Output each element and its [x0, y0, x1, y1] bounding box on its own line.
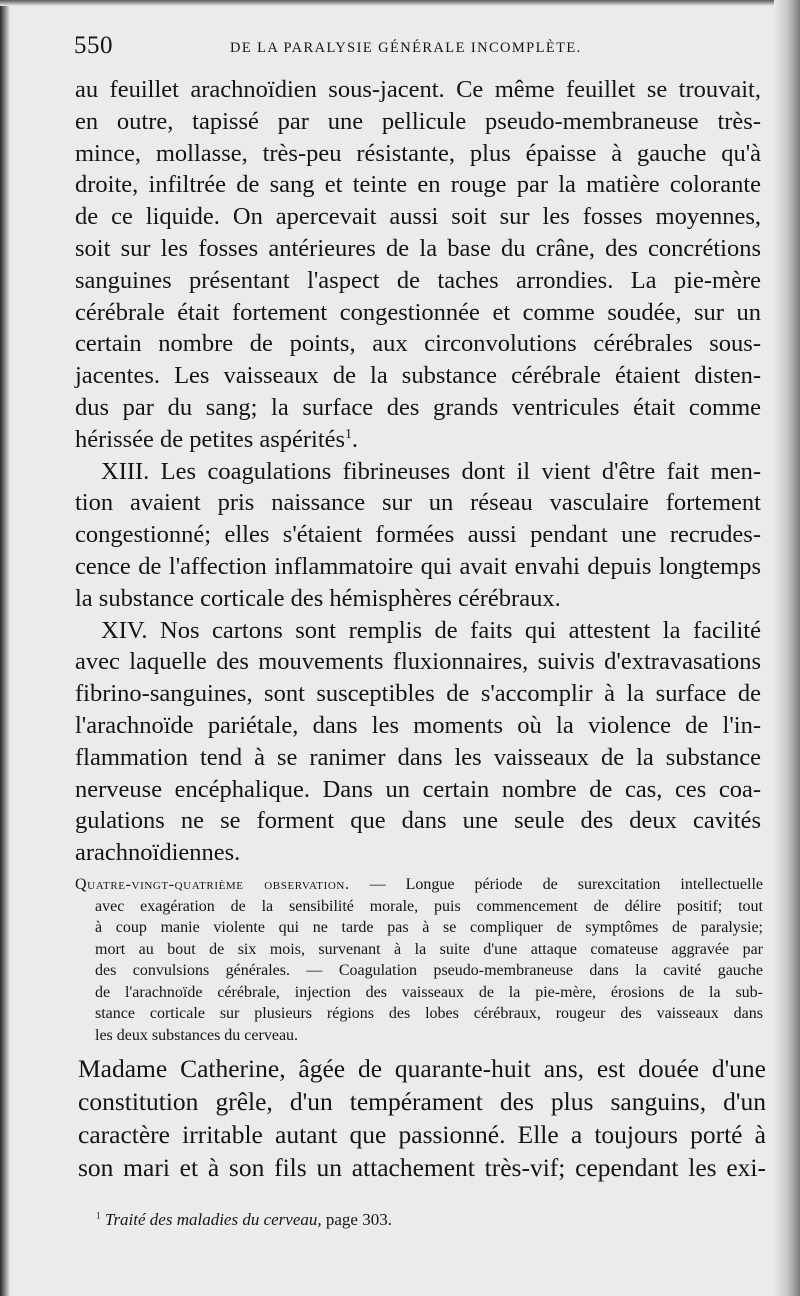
page-edge-top — [0, 0, 800, 6]
text-line: avec laquelle des mouvements fluxionnaires, suivis d'extravasations — [75, 648, 761, 676]
section-xiv-line: XIV. Nos cartons sont remplis de faits qui attestent la facilité — [101, 616, 761, 644]
observation-line: des convulsions générales. — Coagulation pseudo-membraneuse dans la cavité gauche — [95, 962, 763, 979]
text-line: flammation tend à se ranimer dans les vaisseaux de la substance — [75, 743, 761, 771]
text-line: jacentes. Les vaisseaux de la substance cérébrale étaient disten- — [75, 362, 761, 390]
text-line: tion avaient pris naissance sur un réseau vasculaire fortement — [75, 489, 761, 517]
observation-line: stance corticale sur plusieurs régions des lobes cérébraux, rougeur des vaisseaux dans — [95, 1005, 763, 1022]
section-xiii-line: XIII. Les coagulations fibrineuses dont il vient d'être fait men- — [101, 457, 761, 485]
footnote-title: Traité des maladies du cerveau, — [104, 1210, 322, 1229]
observation-line: avec exagération de la sensibilité morale, puis commencement de délire positif; tout — [95, 897, 763, 915]
text-line-content: hérissée de petites aspérités — [75, 425, 346, 453]
observation-text: — Longue période de surexcitation intellectuelle — [369, 876, 764, 893]
text-line: certain nombre de points, aux circonvolutions cérébrales sous- — [75, 330, 761, 358]
observation-line — [75, 874, 763, 896]
observation-line: mort au bout de six mois, survenant à la suite d'une attaque comateuse aggravée par — [95, 940, 763, 958]
footnote-reference: 1 — [345, 425, 352, 441]
case-line: son mari et à son fils un attachement très-vif; cependant les exi- — [78, 1153, 766, 1182]
text-line: soit sur les fosses antérieures de la base du crâne, des concrétions — [75, 234, 761, 262]
footnote — [96, 1210, 392, 1230]
text-line: nerveuse encéphalique. Dans un certain nombre de cas, ces coa- — [75, 775, 761, 803]
text-line: de ce liquide. On apercevait aussi soit sur les fosses moyennes, — [75, 203, 761, 231]
text-line: au feuillet arachnoïdien sous-jacent. Ce même feuillet se trouvait, — [75, 76, 761, 103]
text-line: hérissée de petites aspérités$^1$. — [75, 425, 358, 453]
main-text — [75, 74, 761, 869]
text-line: cérébrale était fortement congestionnée et comme soudée, sur un — [75, 298, 761, 326]
text-line: mince, mollasse, très-peu résistante, plus épaisse à gauche qu'à — [75, 139, 761, 167]
text-line: la substance corticale des hémisphères cérébraux. — [75, 584, 561, 612]
case-line: Madame Catherine, âgée de quarante-huit ans, est douée d'une — [78, 1054, 766, 1083]
observation-line: à coup manie violente qui ne tarde pas à se compliquer de symptômes de paralysie; — [95, 919, 763, 936]
case-text — [78, 1052, 766, 1184]
case-line: constitution grêle, d'un tempérament des plus sanguins, d'un — [78, 1087, 766, 1116]
text-line: dus par du sang; la surface des grands ventricules était comme — [75, 393, 761, 421]
observation-heading: Quatre-vingt-quatrième observation. — [75, 876, 350, 893]
observation-line: les deux substances du cerveau. — [95, 1026, 299, 1044]
text-line: gulations ne se forment que dans une seule des deux cavités — [75, 807, 761, 835]
text-line: en outre, tapissé par une pellicule pseudo-membraneuse très- — [75, 107, 761, 135]
running-title: DE LA PARALYSIE GÉNÉRALE INCOMPLÈTE. — [230, 40, 582, 56]
running-head — [72, 32, 762, 68]
text-line: fibrino-sanguines, sont susceptibles de s'accomplir à la surface de — [75, 680, 761, 708]
page-edge-left — [0, 0, 10, 1296]
text-line: arachnoïdiennes. — [75, 839, 241, 867]
text-line: droite, infiltrée de sang et teinte en rouge par la matière colorante — [75, 171, 761, 199]
observation-line: de l'arachnoïde cérébrale, injection des vaisseaux de la pie-mère, érosions de la sub- — [95, 983, 763, 1001]
page-edge-right — [774, 0, 800, 1296]
case-line: caractère irritable autant que passionné. Elle a toujours porté à — [78, 1120, 766, 1149]
observation-summary — [75, 874, 763, 1046]
text-line: sanguines présentant l'aspect de taches arrondies. La pie-mère — [75, 266, 761, 294]
footnote-marker: 1 — [96, 1211, 101, 1222]
text-line: l'arachnoïde pariétale, dans les moments où la violence de l'in- — [75, 711, 761, 739]
page-number: 550 — [74, 32, 113, 59]
text-line: cence de l'affection inflammatoire qui avait envahi depuis longtemps — [75, 552, 761, 580]
footnote-page: page 303. — [325, 1210, 392, 1229]
text-line: congestionné; elles s'étaient formées aussi pendant une recrudes- — [75, 521, 761, 549]
